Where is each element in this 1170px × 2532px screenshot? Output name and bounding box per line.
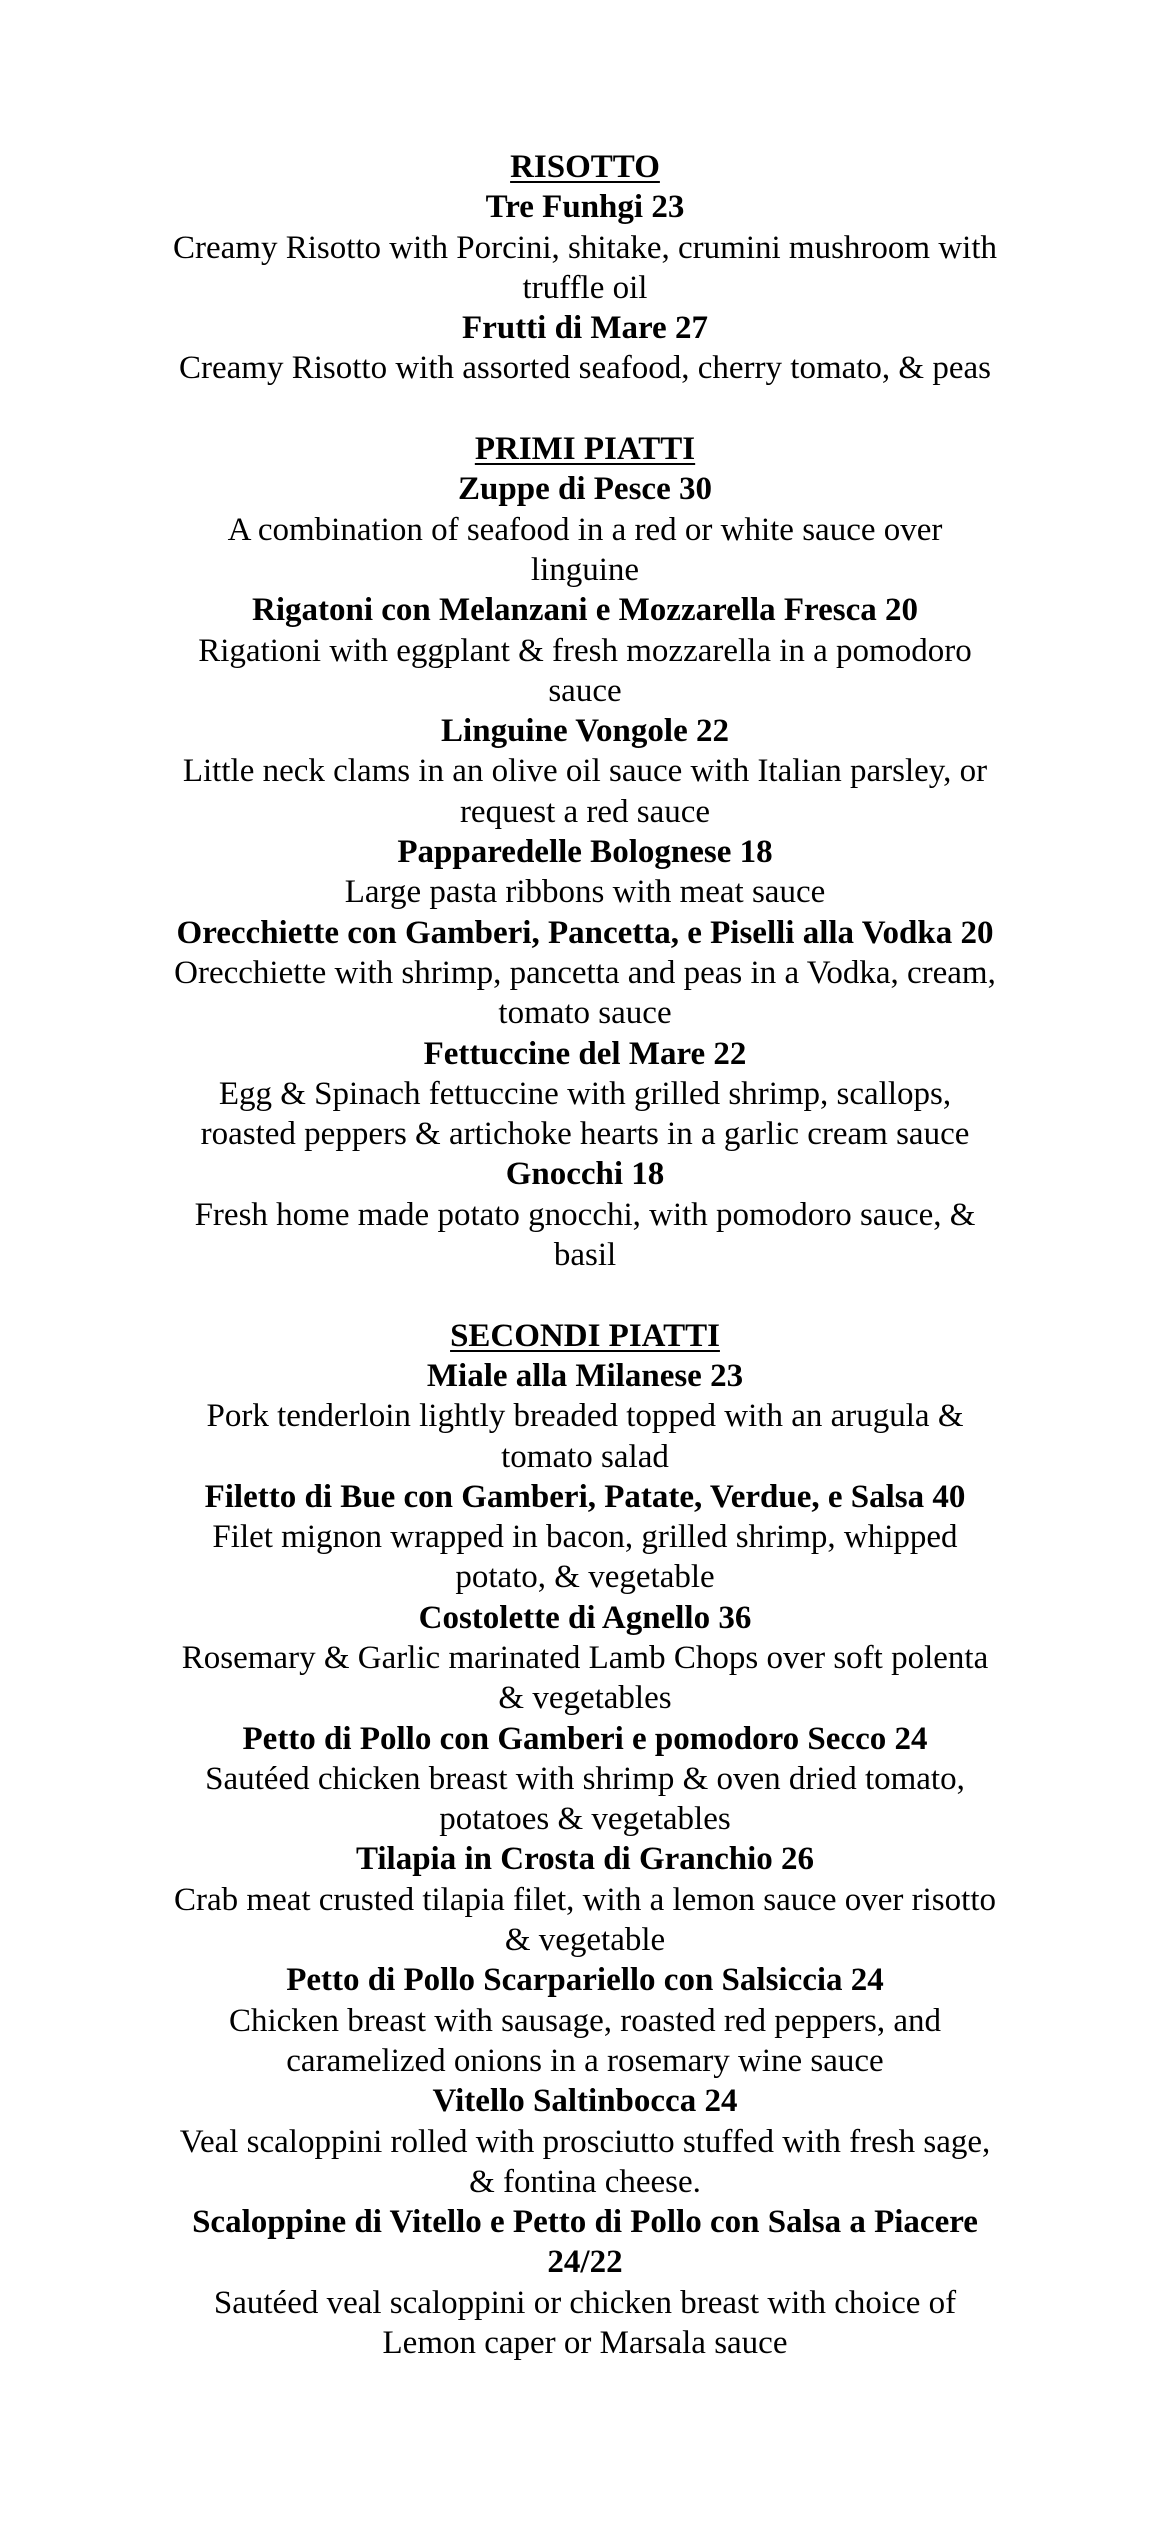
- menu-item: [0, 187, 1170, 308]
- menu-item: [0, 1154, 1170, 1275]
- menu-item: [0, 2081, 1170, 2202]
- menu-item-description: Veal scaloppini rolled with prosciutto stuffed with fresh sage, & fontina cheese.: [179, 2123, 991, 2200]
- menu-page: [0, 147, 1170, 2363]
- menu-item-description: Filet mignon wrapped in bacon, grilled shrimp, whipped potato, & vegetable: [212, 1519, 958, 1596]
- menu-item-description: A combination of seafood in a red or white sauce over linguine: [227, 511, 943, 588]
- menu-item-description: Sautéed chicken breast with shrimp & oven dried tomato, potatoes & vegetables: [205, 1760, 965, 1838]
- menu-item-name: Vitello Saltinbocca 24: [432, 2083, 738, 2120]
- section-title: SECONDI PIATTI: [450, 1317, 720, 1354]
- menu-item: [0, 1839, 1170, 1960]
- menu-item-name: Zuppe di Pesce 30: [458, 471, 712, 508]
- menu-item-description: Rigationi with eggplant & fresh mozzarella in a pomodoro sauce: [198, 632, 972, 709]
- menu-item: [0, 1034, 1170, 1155]
- menu-item: [0, 1960, 1170, 2081]
- menu-item-name: Orecchiette con Gamberi, Pancetta, e Piselli alla Vodka 20: [176, 914, 994, 951]
- menu-item: [0, 308, 1170, 389]
- menu-item: [0, 469, 1170, 590]
- section-secondi-piatti: [0, 1316, 1170, 2364]
- menu-item: [0, 711, 1170, 832]
- menu-item: [0, 1477, 1170, 1598]
- section-title: RISOTTO: [510, 149, 660, 185]
- menu-item: [0, 2202, 1170, 2363]
- section-title: PRIMI PIATTI: [474, 431, 696, 468]
- menu-item-name: Fettuccine del Mare 22: [423, 1035, 747, 1072]
- menu-item-description: Crab meat crusted tilapia filet, with a lemon sauce over risotto & vegetable: [174, 1881, 996, 1959]
- section-primi-piatti: [0, 429, 1170, 1275]
- menu-item-description: Creamy Risotto with Porcini, shitake, crumini mushroom with truffle oil: [172, 229, 998, 306]
- menu-item-name: Gnocchi 18: [505, 1156, 665, 1193]
- menu-item-name: Tre Funhgi 23: [485, 189, 685, 226]
- menu-item-name: Filetto di Bue con Gamberi, Patate, Verdue, e Salsa 40: [204, 1478, 966, 1515]
- menu-item-name: Costolette di Agnello 36: [418, 1599, 752, 1636]
- menu-item-description: Egg & Spinach fettuccine with grilled shrimp, scallops, roasted peppers & artichoke hearts in a garlic cream sauce: [200, 1075, 970, 1153]
- menu-item-name: Petto di Pollo Scarpariello con Salsiccia 24: [286, 1962, 884, 1999]
- menu-item-description: Sautéed veal scaloppini or chicken breast with choice of Lemon caper or Marsala sauce: [213, 2284, 957, 2362]
- menu-item-description: Creamy Risotto with assorted seafood, cherry tomato, & peas: [179, 350, 991, 387]
- menu-item: [0, 1719, 1170, 1840]
- section-risotto: [0, 147, 1170, 389]
- menu-item: [0, 1598, 1170, 1719]
- menu-item: [0, 590, 1170, 711]
- menu-item-description: Rosemary & Garlic marinated Lamb Chops over soft polenta & vegetables: [181, 1639, 989, 1717]
- menu-item: [0, 913, 1170, 1034]
- menu-item-description: Pork tenderloin lightly breaded topped with an arugula & tomato salad: [206, 1398, 964, 1475]
- menu-item-description: Chicken breast with sausage, roasted red peppers, and caramelized onions in a rosemary wine sauce: [228, 2002, 941, 2079]
- menu-item-description: Large pasta ribbons with meat sauce: [344, 874, 826, 911]
- menu-item-name: Miale alla Milanese 23: [426, 1357, 744, 1394]
- menu-item-name: Papparedelle Bolognese 18: [397, 834, 773, 871]
- menu-item-name: Tilapia in Crosta di Granchio 26: [355, 1841, 815, 1878]
- menu-item-name: Petto di Pollo con Gamberi e pomodoro Secco 24: [242, 1720, 928, 1757]
- menu-item-name: Scaloppine di Vitello e Petto di Pollo con Salsa a Piacere 24/22: [192, 2204, 978, 2281]
- menu-item-name: Linguine Vongole 22: [441, 713, 729, 750]
- menu-item-description: Fresh home made potato gnocchi, with pomodoro sauce, & basil: [194, 1196, 976, 1274]
- menu-item-description: Orecchiette with shrimp, pancetta and peas in a Vodka, cream, tomato sauce: [174, 954, 996, 1032]
- menu-item-name: Rigatoni con Melanzani e Mozzarella Fresca 20: [252, 592, 918, 629]
- menu-item-name: Frutti di Mare 27: [462, 310, 708, 347]
- menu-item-description: Little neck clams in an olive oil sauce with Italian parsley, or request a red sauce: [182, 753, 988, 830]
- menu-item: [0, 832, 1170, 913]
- menu-item: [0, 1356, 1170, 1477]
